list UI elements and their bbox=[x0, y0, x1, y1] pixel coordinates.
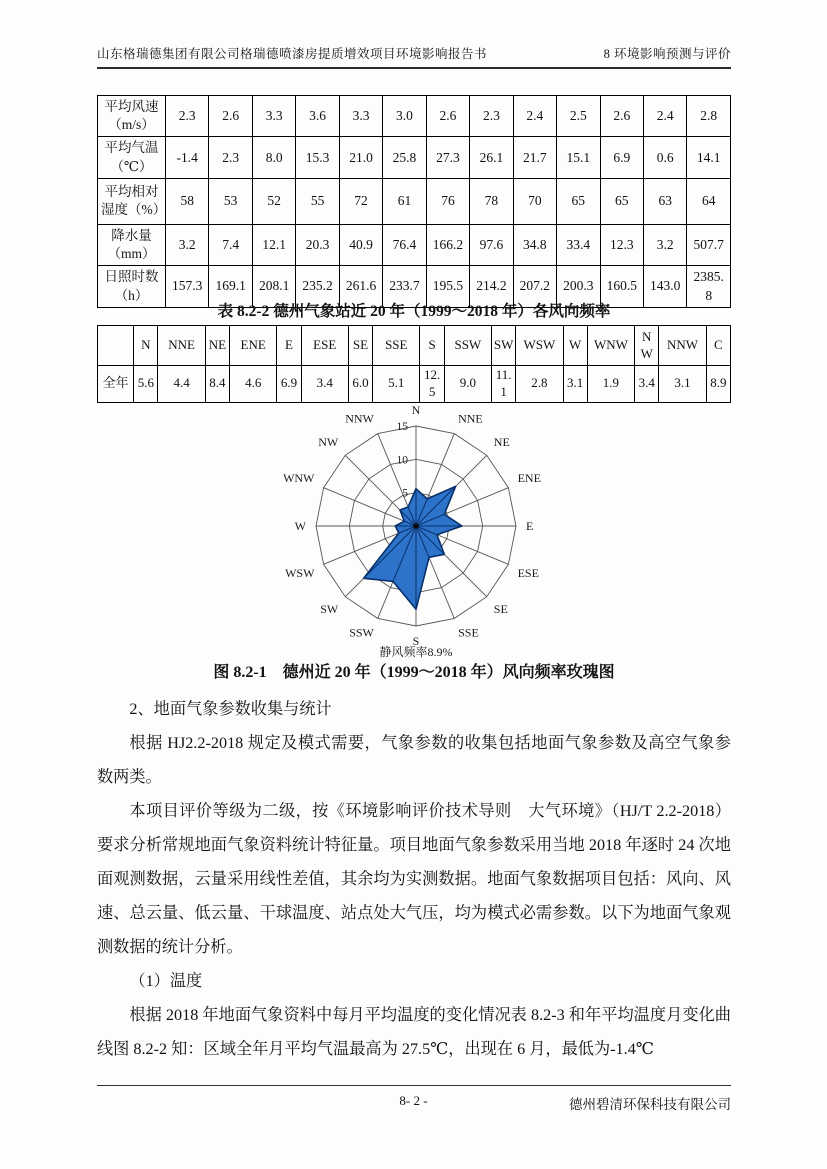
body-text bbox=[97, 692, 731, 1066]
direction-header-cell: ENE bbox=[230, 326, 277, 366]
value-cell: 8.0 bbox=[252, 137, 295, 178]
corner-cell bbox=[98, 326, 134, 366]
rose-direction-label: ENE bbox=[517, 470, 541, 485]
rose-scale-label: 15 bbox=[396, 421, 408, 433]
value-cell: 233.7 bbox=[383, 266, 426, 307]
paragraph-1: 根据 HJ2.2-2018 规定及模式需要，气象参数的收集包括地面气象参数及高空气象参数两类。 bbox=[97, 734, 731, 786]
direction-header-cell: E bbox=[277, 326, 301, 366]
value-cell: 169.1 bbox=[209, 266, 252, 307]
direction-header-cell: S bbox=[420, 326, 444, 366]
rose-direction-label: N bbox=[411, 403, 421, 417]
value-cell: 8.9 bbox=[706, 366, 730, 403]
direction-header-cell: SSE bbox=[373, 326, 420, 366]
value-cell: 2385.8 bbox=[687, 266, 731, 307]
windrose-chart bbox=[278, 398, 558, 666]
value-cell: 4.6 bbox=[230, 366, 277, 403]
rose-direction-label: NNE bbox=[458, 411, 483, 426]
value-cell: 200.3 bbox=[557, 266, 600, 307]
value-cell: 76.4 bbox=[383, 224, 426, 265]
value-cell: 157.3 bbox=[166, 266, 209, 307]
value-cell: 58 bbox=[166, 178, 209, 224]
value-cell: 166.2 bbox=[426, 224, 469, 265]
value-cell: 261.6 bbox=[339, 266, 382, 307]
value-cell: 21.7 bbox=[513, 137, 556, 178]
value-cell: 3.4 bbox=[301, 366, 348, 403]
value-cell: 55 bbox=[296, 178, 339, 224]
value-cell: 2.6 bbox=[426, 96, 469, 137]
value-cell: 97.6 bbox=[470, 224, 513, 265]
table-row bbox=[98, 178, 731, 224]
value-cell: 15.1 bbox=[557, 137, 600, 178]
value-cell: 76 bbox=[426, 178, 469, 224]
direction-header-cell: NNW bbox=[659, 326, 706, 366]
rose-direction-label: SSE bbox=[458, 625, 479, 640]
value-cell: 11.1 bbox=[492, 366, 516, 403]
row-label-cell: 降水量（mm） bbox=[98, 224, 166, 265]
value-cell: 0.6 bbox=[643, 137, 686, 178]
table-row bbox=[98, 137, 731, 178]
value-cell: 26.1 bbox=[470, 137, 513, 178]
value-cell: 507.7 bbox=[687, 224, 731, 265]
value-cell: 3.1 bbox=[659, 366, 706, 403]
value-cell: 160.5 bbox=[600, 266, 643, 307]
value-cell: 6.0 bbox=[348, 366, 372, 403]
value-cell: 70 bbox=[513, 178, 556, 224]
header-right-text: 8 环境影响预测与评价 bbox=[603, 47, 731, 61]
monthly-weather-table bbox=[97, 95, 731, 308]
value-cell: 3.0 bbox=[383, 96, 426, 137]
value-cell: 143.0 bbox=[643, 266, 686, 307]
value-cell: 5.6 bbox=[134, 366, 158, 403]
page-header bbox=[97, 44, 731, 69]
value-cell: 3.2 bbox=[643, 224, 686, 265]
value-cell: 15.3 bbox=[296, 137, 339, 178]
value-cell: 20.3 bbox=[296, 224, 339, 265]
direction-header-cell: NNE bbox=[158, 326, 205, 366]
value-cell: 65 bbox=[557, 178, 600, 224]
direction-header-cell: NW bbox=[635, 326, 659, 366]
value-cell: 34.8 bbox=[513, 224, 556, 265]
rose-direction-label: E bbox=[526, 519, 534, 533]
direction-header-cell: WSW bbox=[516, 326, 563, 366]
rose-direction-label: S bbox=[412, 634, 420, 648]
paragraph-3: 根据 2018 年地面气象资料中每月平均温度的变化情况表 8.2-3 和年平均温度月变化曲线图 8.2-2 知：区域全年月平均气温最高为 27.5℃，出现在 6 月，最低为-1.4℃ bbox=[97, 1006, 731, 1058]
header-left-text: 山东格瑞德集团有限公司格瑞德喷漆房提质增效项目环境影响报告书 bbox=[97, 47, 488, 61]
direction-header-cell: SE bbox=[348, 326, 372, 366]
value-cell: 3.3 bbox=[252, 96, 295, 137]
subsection-heading: （1）温度 bbox=[129, 972, 203, 990]
paragraph-2: 本项目评价等级为二级，按《环境影响评价技术导则 大气环境》（HJ/T 2.2-2018）要求分析常规地面气象资料统计特征量。项目地面气象参数采用当地 2018 年逐时 24 次地面观测数据，云量采用线性差值，其余均为实测数据。地面气象数据项目包括：风向、风速、总云量、低云量、干球温度、站点处大气压，均为模式必需参数。以下为地面气象观测数据的统计分析。 bbox=[97, 802, 731, 956]
value-cell: 63 bbox=[643, 178, 686, 224]
rose-direction-label: WNW bbox=[283, 470, 315, 485]
value-cell: 2.8 bbox=[687, 96, 731, 137]
value-cell: 61 bbox=[383, 178, 426, 224]
page-number: 8- 2 - bbox=[399, 1093, 428, 1108]
value-cell: 25.8 bbox=[383, 137, 426, 178]
value-cell: 2.4 bbox=[643, 96, 686, 137]
value-cell: 6.9 bbox=[600, 137, 643, 178]
rose-direction-label: WSW bbox=[285, 566, 315, 581]
row-label-cell: 日照时数（h） bbox=[98, 266, 166, 307]
rose-direction-label: SSW bbox=[349, 625, 374, 640]
rose-direction-label: NE bbox=[493, 435, 510, 450]
wind-frequency-table bbox=[97, 325, 731, 403]
value-cell: 6.9 bbox=[277, 366, 301, 403]
table-header-row bbox=[98, 326, 731, 366]
value-cell: 3.4 bbox=[635, 366, 659, 403]
value-cell: 14.1 bbox=[687, 137, 731, 178]
row-label-cell: 全年 bbox=[98, 366, 134, 403]
value-cell: 27.3 bbox=[426, 137, 469, 178]
value-cell: 40.9 bbox=[339, 224, 382, 265]
value-cell: 7.4 bbox=[209, 224, 252, 265]
value-cell: 5.1 bbox=[373, 366, 420, 403]
value-cell: 3.6 bbox=[296, 96, 339, 137]
value-cell: 78 bbox=[470, 178, 513, 224]
direction-header-cell: NE bbox=[205, 326, 229, 366]
table-row bbox=[98, 224, 731, 265]
rose-direction-label: SE bbox=[493, 601, 508, 616]
figure-caption: 图 8.2-1 德州近 20 年（1999～2018 年）风向频率玫瑰图 bbox=[213, 664, 615, 681]
value-cell: 8.4 bbox=[205, 366, 229, 403]
value-cell: 3.2 bbox=[166, 224, 209, 265]
rose-direction-label: NW bbox=[318, 435, 339, 450]
value-cell: 214.2 bbox=[470, 266, 513, 307]
value-cell: 2.4 bbox=[513, 96, 556, 137]
rose-direction-label: SW bbox=[320, 601, 339, 616]
direction-header-cell: SSW bbox=[444, 326, 491, 366]
rose-direction-label: NNW bbox=[345, 411, 374, 426]
value-cell: 2.6 bbox=[600, 96, 643, 137]
value-cell: 12.1 bbox=[252, 224, 295, 265]
value-cell: 2.8 bbox=[516, 366, 563, 403]
footer-rule bbox=[97, 1085, 731, 1086]
value-cell: 2.5 bbox=[557, 96, 600, 137]
table-row bbox=[98, 96, 731, 137]
monthly-weather-table-body bbox=[98, 96, 731, 308]
value-cell: 207.2 bbox=[513, 266, 556, 307]
value-cell: 2.3 bbox=[470, 96, 513, 137]
value-cell: 195.5 bbox=[426, 266, 469, 307]
value-cell: 4.4 bbox=[158, 366, 205, 403]
row-label-cell: 平均相对湿度（%） bbox=[98, 178, 166, 224]
value-cell: 9.0 bbox=[444, 366, 491, 403]
value-cell: 235.2 bbox=[296, 266, 339, 307]
direction-header-cell: SW bbox=[492, 326, 516, 366]
value-cell: 3.3 bbox=[339, 96, 382, 137]
rose-center-dot bbox=[413, 523, 418, 528]
value-cell: 72 bbox=[339, 178, 382, 224]
wind-frequency-table-body bbox=[98, 326, 731, 403]
value-cell: 3.1 bbox=[563, 366, 587, 403]
rose-scale-label: 10 bbox=[396, 454, 408, 467]
table-row bbox=[98, 366, 731, 403]
value-cell: 12.5 bbox=[420, 366, 444, 403]
value-cell: 208.1 bbox=[252, 266, 295, 307]
rose-scale-label: 5 bbox=[402, 487, 408, 500]
rose-direction-label: ESE bbox=[517, 566, 539, 581]
value-cell: 53 bbox=[209, 178, 252, 224]
value-cell: 12.3 bbox=[600, 224, 643, 265]
direction-header-cell: WNW bbox=[587, 326, 634, 366]
rose-data-polygon bbox=[364, 486, 462, 609]
value-cell: 2.3 bbox=[166, 96, 209, 137]
footer-company: 德州碧清环保科技有限公司 bbox=[569, 1097, 731, 1112]
calm-frequency-note: 静风频率8.9% bbox=[379, 645, 453, 659]
rose-direction-label: W bbox=[294, 519, 306, 533]
row-label-cell: 平均风速（m/s） bbox=[98, 96, 166, 137]
value-cell: 1.9 bbox=[587, 366, 634, 403]
value-cell: 2.6 bbox=[209, 96, 252, 137]
value-cell: -1.4 bbox=[166, 137, 209, 178]
direction-header-cell: ESE bbox=[301, 326, 348, 366]
value-cell: 33.4 bbox=[557, 224, 600, 265]
value-cell: 2.3 bbox=[209, 137, 252, 178]
value-cell: 65 bbox=[600, 178, 643, 224]
value-cell: 64 bbox=[687, 178, 731, 224]
direction-header-cell: C bbox=[706, 326, 730, 366]
row-label-cell: 平均气温（℃） bbox=[98, 137, 166, 178]
section-heading: 2、地面气象参数收集与统计 bbox=[129, 700, 332, 718]
direction-header-cell: W bbox=[563, 326, 587, 366]
direction-header-cell: N bbox=[134, 326, 158, 366]
value-cell: 21.0 bbox=[339, 137, 382, 178]
wind-table-title: 表 8.2-2 德州气象站近 20 年（1999～2018 年）各风向频率 bbox=[217, 303, 611, 320]
value-cell: 52 bbox=[252, 178, 295, 224]
